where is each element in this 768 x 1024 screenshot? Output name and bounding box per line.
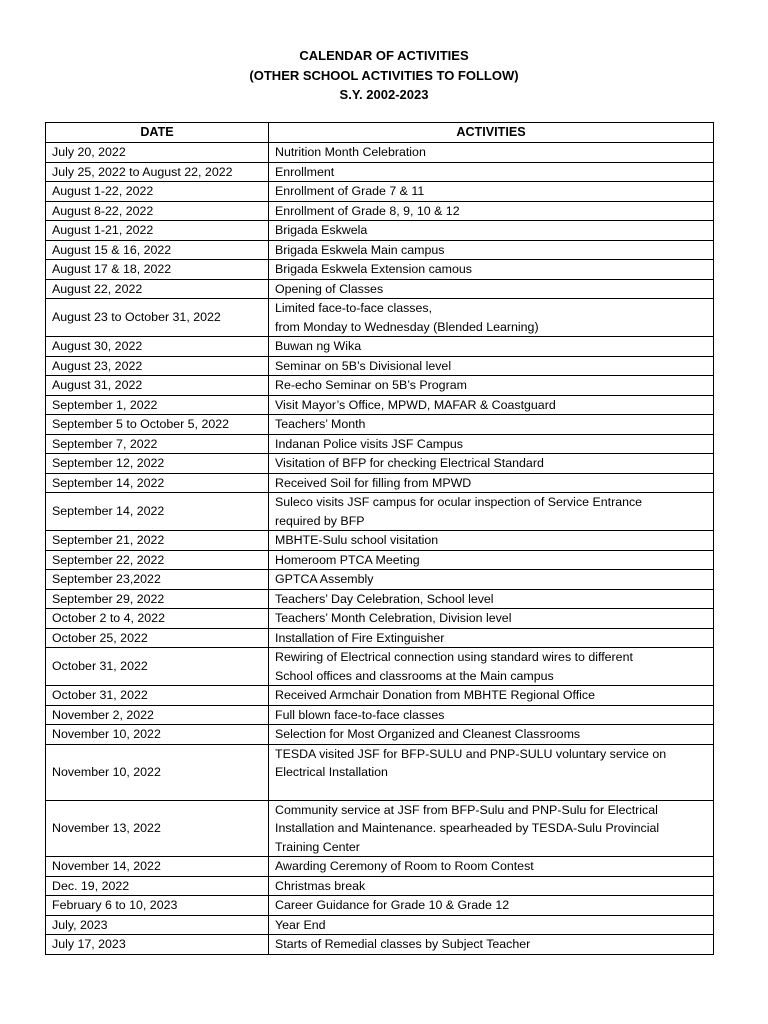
row-date: August 15 & 16, 2022: [46, 240, 269, 260]
row-activity: [269, 337, 714, 357]
table-row: [46, 143, 714, 163]
table-row: [46, 162, 714, 182]
activity-line: Visitation of BFP for checking Electrical Standard: [275, 456, 544, 470]
table-row: [46, 473, 714, 493]
row-date: Dec. 19, 2022: [46, 876, 269, 896]
table-row: [46, 609, 714, 629]
table-row: [46, 260, 714, 280]
activity-line: Brigada Eskwela Extension camous: [275, 262, 472, 276]
row-date: September 21, 2022: [46, 531, 269, 551]
table-row: [46, 201, 714, 221]
activity-line: Teachers’ Month Celebration, Division level: [275, 611, 512, 625]
activity-line: Enrollment: [275, 164, 335, 179]
table-row: [46, 725, 714, 745]
row-date: September 14, 2022: [46, 473, 269, 493]
row-date: September 7, 2022: [46, 434, 269, 454]
row-activity: [269, 143, 714, 163]
row-activity: [269, 857, 714, 877]
table-row: [46, 686, 714, 706]
row-activity: [269, 935, 714, 955]
row-activity: [269, 201, 714, 221]
activity-line: Year End: [275, 917, 326, 932]
row-date: October 2 to 4, 2022: [46, 609, 269, 629]
activity-line: Seminar on 5B’s Divisional level: [275, 358, 452, 373]
row-activity: [269, 279, 714, 299]
activity-line: GPTCA Assembly: [275, 572, 374, 586]
activity-line: TESDA visited JSF for BFP-SULU and PNP-SULU voluntary service on: [275, 746, 667, 761]
activity-line: from Monday to Wednesday (Blended Learning): [275, 319, 539, 334]
row-date: November 10, 2022: [46, 744, 269, 800]
table-row: [46, 915, 714, 935]
table-row: [46, 299, 714, 337]
activity-line: Career Guidance for Grade 10 & Grade 12: [275, 898, 510, 912]
activity-line: Received Soil for filling from MPWD: [275, 475, 472, 490]
table-row: [46, 376, 714, 396]
table-row: [46, 935, 714, 955]
row-date: September 29, 2022: [46, 589, 269, 609]
activity-line: Homeroom PTCA Meeting: [275, 552, 420, 567]
activities-table: [45, 122, 714, 955]
table-row: [46, 356, 714, 376]
row-activity: [269, 473, 714, 493]
table-row: [46, 240, 714, 260]
row-date: September 22, 2022: [46, 550, 269, 570]
row-date: August 1-21, 2022: [46, 221, 269, 241]
activity-line: Received Armchair Donation from MBHTE Regional Office: [275, 688, 595, 702]
row-date: September 23,2022: [46, 570, 269, 590]
row-date: September 14, 2022: [46, 493, 269, 531]
row-activity: [269, 800, 714, 857]
row-activity: [269, 162, 714, 182]
table-row: [46, 648, 714, 686]
row-activity: [269, 648, 714, 686]
activity-line: Buwan ng Wika: [275, 339, 362, 353]
row-date: August 17 & 18, 2022: [46, 260, 269, 280]
table-row: [46, 589, 714, 609]
activity-line: Rewiring of Electrical connection using standard wires to different: [275, 650, 633, 664]
row-date: November 2, 2022: [46, 705, 269, 725]
table-row: [46, 531, 714, 551]
table-row: [46, 800, 714, 857]
row-activity: [269, 550, 714, 570]
row-activity: [269, 182, 714, 202]
row-activity: [269, 434, 714, 454]
row-activity: [269, 876, 714, 896]
row-date: November 14, 2022: [46, 857, 269, 877]
activity-line: Electrical Installation: [275, 765, 388, 779]
table-row: [46, 434, 714, 454]
activity-line: Christmas break: [275, 878, 366, 893]
row-activity: [269, 915, 714, 935]
row-activity: [269, 570, 714, 590]
row-activity: [269, 531, 714, 551]
activity-line: Brigada Eskwela Main campus: [275, 242, 445, 257]
table-header-row: [46, 123, 714, 143]
row-date: September 1, 2022: [46, 395, 269, 415]
row-activity: [269, 628, 714, 648]
row-activity: [269, 493, 714, 531]
row-date: July 20, 2022: [46, 143, 269, 163]
row-activity: [269, 454, 714, 474]
row-date: August 31, 2022: [46, 376, 269, 396]
row-date: July, 2023: [46, 915, 269, 935]
activity-line: MBHTE-Sulu school visitation: [275, 533, 439, 547]
column-header-activities: ACTIVITIES: [269, 123, 714, 143]
row-activity: [269, 705, 714, 725]
row-date: August 22, 2022: [46, 279, 269, 299]
table-row: [46, 395, 714, 415]
row-activity: [269, 896, 714, 916]
row-activity: [269, 240, 714, 260]
row-date: September 12, 2022: [46, 454, 269, 474]
activity-line: Enrollment of Grade 8, 9, 10 & 12: [275, 203, 460, 218]
row-activity: [269, 376, 714, 396]
activity-line: Visit Mayor’s Office, MPWD, MAFAR & Coastguard: [275, 397, 556, 412]
table-row: [46, 628, 714, 648]
row-activity: [269, 395, 714, 415]
table-row: [46, 415, 714, 435]
table-row: [46, 570, 714, 590]
activity-line: Brigada Eskwela: [275, 223, 368, 237]
table-row: [46, 896, 714, 916]
activity-line: Training Center: [275, 839, 360, 854]
row-date: October 25, 2022: [46, 628, 269, 648]
activity-line: Installation and Maintenance. spearheaded by TESDA-Sulu Provincial: [275, 821, 660, 835]
row-date: August 23 to October 31, 2022: [46, 299, 269, 337]
row-activity: [269, 725, 714, 745]
column-header-date: DATE: [46, 123, 269, 143]
row-activity: [269, 744, 714, 800]
row-date: October 31, 2022: [46, 686, 269, 706]
activity-line: Suleco visits JSF campus for ocular inspection of Service Entrance: [275, 495, 643, 509]
activity-line: Enrollment of Grade 7 & 11: [275, 184, 425, 198]
row-date: September 5 to October 5, 2022: [46, 415, 269, 435]
row-activity: [269, 299, 714, 337]
row-date: August 23, 2022: [46, 356, 269, 376]
row-activity: [269, 686, 714, 706]
row-date: August 1-22, 2022: [46, 182, 269, 202]
activity-line: required by BFP: [275, 513, 365, 528]
title-line-2: (OTHER SCHOOL ACTIVITIES TO FOLLOW): [249, 67, 519, 83]
row-date: February 6 to 10, 2023: [46, 896, 269, 916]
activity-line: Limited face-to-face classes,: [275, 301, 433, 315]
row-date: November 13, 2022: [46, 800, 269, 857]
row-activity: [269, 356, 714, 376]
table-row: [46, 744, 714, 800]
row-date: August 8-22, 2022: [46, 201, 269, 221]
row-date: July 25, 2022 to August 22, 2022: [46, 162, 269, 182]
row-activity: [269, 221, 714, 241]
row-activity: [269, 415, 714, 435]
activity-line: Teachers’ Month: [275, 417, 366, 431]
activity-line: Full blown face-to-face classes: [275, 707, 445, 722]
table-row: [46, 876, 714, 896]
document-title: [0, 46, 768, 105]
row-date: October 31, 2022: [46, 648, 269, 686]
table-row: [46, 550, 714, 570]
table-row: [46, 182, 714, 202]
row-activity: [269, 260, 714, 280]
activity-line: Re-echo Seminar on 5B’s Program: [275, 378, 467, 392]
activity-line: Opening of Classes: [275, 281, 384, 296]
table-body: [46, 143, 714, 955]
table-row: [46, 857, 714, 877]
row-date: November 10, 2022: [46, 725, 269, 745]
title-line-3: S.Y. 2002-2023: [339, 87, 429, 102]
row-date: August 30, 2022: [46, 337, 269, 357]
activity-line: Nutrition Month Celebration: [275, 145, 426, 159]
row-activity: [269, 609, 714, 629]
row-date: July 17, 2023: [46, 935, 269, 955]
table-row: [46, 279, 714, 299]
table-row: [46, 493, 714, 531]
activity-line: Installation of Fire Extinguisher: [275, 630, 445, 645]
table-row: [46, 221, 714, 241]
activity-line: Indanan Police visits JSF Campus: [275, 436, 464, 451]
table-row: [46, 454, 714, 474]
activity-line: Community service at JSF from BFP-Sulu and PNP-Sulu for Electrical: [275, 802, 658, 817]
activity-line: Selection for Most Organized and Cleanest Classrooms: [275, 727, 581, 741]
activity-line: Teachers’ Day Celebration, School level: [275, 591, 494, 606]
title-line-1: CALENDAR OF ACTIVITIES: [299, 48, 469, 63]
activity-line: Awarding Ceremony of Room to Room Contest: [275, 859, 534, 873]
table-row: [46, 705, 714, 725]
table-row: [46, 337, 714, 357]
row-activity: [269, 589, 714, 609]
activity-line: School offices and classrooms at the Main campus: [275, 668, 554, 683]
activity-line: Starts of Remedial classes by Subject Teacher: [275, 937, 531, 951]
